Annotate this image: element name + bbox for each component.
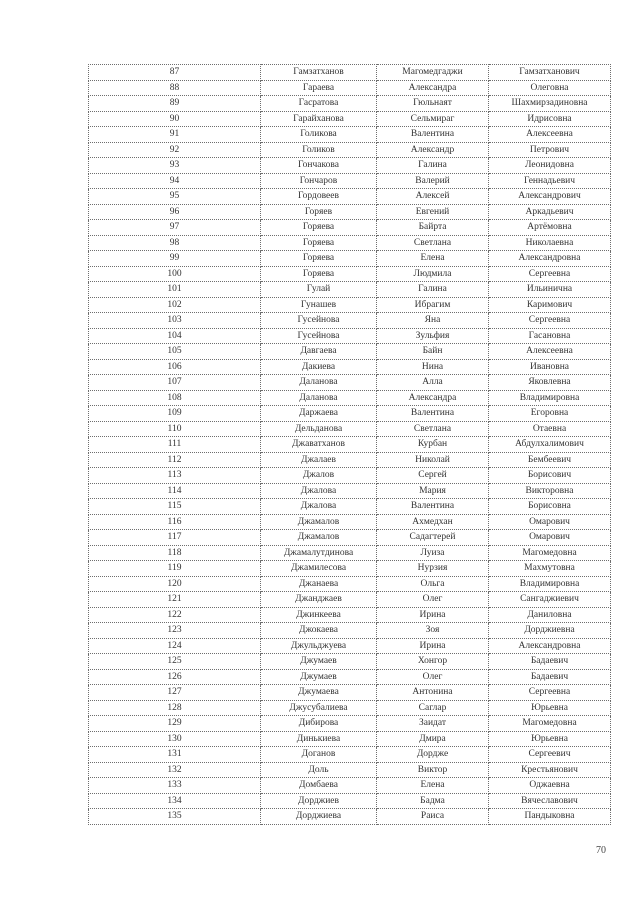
patronymic-cell: Николаевна [489,235,611,251]
table-row [89,793,611,809]
last-name-cell: Горяева [261,251,377,267]
last-name-cell: Динькиева [261,731,377,747]
table-row [89,375,611,391]
patronymic-cell: Каримович [489,297,611,313]
last-name-cell: Джанджаев [261,592,377,608]
row-number-cell: 133 [89,778,261,794]
last-name-cell: Гусейнова [261,328,377,344]
roster-table [88,64,611,825]
first-name-cell: Олег [377,669,489,685]
row-number-cell: 119 [89,561,261,577]
row-number-cell: 103 [89,313,261,329]
row-number-cell: 118 [89,545,261,561]
last-name-cell: Гунашев [261,297,377,313]
last-name-cell: Джумаев [261,669,377,685]
patronymic-cell: Егоровна [489,406,611,422]
table-row [89,545,611,561]
patronymic-cell: Сергеевна [489,266,611,282]
first-name-cell: Людмила [377,266,489,282]
last-name-cell: Гончакова [261,158,377,174]
row-number-cell: 99 [89,251,261,267]
table-row [89,344,611,360]
last-name-cell: Гончаров [261,173,377,189]
first-name-cell: Светлана [377,235,489,251]
row-number-cell: 96 [89,204,261,220]
patronymic-cell: Идрисовна [489,111,611,127]
last-name-cell: Джалова [261,499,377,515]
last-name-cell: Дакиева [261,359,377,375]
last-name-cell: Гордовеев [261,189,377,205]
row-number-cell: 123 [89,623,261,639]
patronymic-cell: Олеговна [489,80,611,96]
patronymic-cell: Гасановна [489,328,611,344]
first-name-cell: Зульфия [377,328,489,344]
patronymic-cell: Даниловна [489,607,611,623]
patronymic-cell: Алексеевна [489,127,611,143]
row-number-cell: 130 [89,731,261,747]
table-row [89,80,611,96]
first-name-cell: Олег [377,592,489,608]
first-name-cell: Байн [377,344,489,360]
first-name-cell: Светлана [377,421,489,437]
table-row [89,483,611,499]
first-name-cell: Евгений [377,204,489,220]
table-row [89,282,611,298]
last-name-cell: Джамалутдинова [261,545,377,561]
patronymic-cell: Отаевна [489,421,611,437]
last-name-cell: Джалов [261,468,377,484]
last-name-cell: Дельданова [261,421,377,437]
table-row [89,530,611,546]
roster-sheet [88,64,610,825]
first-name-cell: Гюльнаят [377,96,489,112]
row-number-cell: 111 [89,437,261,453]
first-name-cell: Сергей [377,468,489,484]
table-row [89,111,611,127]
patronymic-cell: Абдулхалимович [489,437,611,453]
patronymic-cell: Омарович [489,514,611,530]
patronymic-cell: Викторовна [489,483,611,499]
last-name-cell: Джусубалиева [261,700,377,716]
table-row [89,716,611,732]
last-name-cell: Джокаева [261,623,377,639]
last-name-cell: Джульджуева [261,638,377,654]
last-name-cell: Даржаева [261,406,377,422]
first-name-cell: Елена [377,251,489,267]
first-name-cell: Алла [377,375,489,391]
patronymic-cell: Артёмовна [489,220,611,236]
table-row [89,328,611,344]
last-name-cell: Гамзатханов [261,65,377,81]
page-number: 70 [596,845,606,856]
last-name-cell: Джалаев [261,452,377,468]
first-name-cell: Раиса [377,809,489,825]
last-name-cell: Даланова [261,390,377,406]
last-name-cell: Джумаева [261,685,377,701]
first-name-cell: Виктор [377,762,489,778]
last-name-cell: Домбаева [261,778,377,794]
first-name-cell: Антонина [377,685,489,701]
row-number-cell: 98 [89,235,261,251]
first-name-cell: Ирина [377,607,489,623]
patronymic-cell: Вячеславович [489,793,611,809]
first-name-cell: Бадма [377,793,489,809]
row-number-cell: 115 [89,499,261,515]
row-number-cell: 129 [89,716,261,732]
first-name-cell: Валентина [377,127,489,143]
first-name-cell: Хонгор [377,654,489,670]
last-name-cell: Горяев [261,204,377,220]
first-name-cell: Галина [377,282,489,298]
patronymic-cell: Ильинична [489,282,611,298]
last-name-cell: Джаватханов [261,437,377,453]
row-number-cell: 117 [89,530,261,546]
table-row [89,142,611,158]
first-name-cell: Зоя [377,623,489,639]
patronymic-cell: Яковлевна [489,375,611,391]
patronymic-cell: Сергеевна [489,685,611,701]
patronymic-cell: Бадаевич [489,654,611,670]
first-name-cell: Александра [377,80,489,96]
last-name-cell: Дибирова [261,716,377,732]
first-name-cell: Луиза [377,545,489,561]
patronymic-cell: Бембеевич [489,452,611,468]
patronymic-cell: Аркадьевич [489,204,611,220]
first-name-cell: Ахмедхан [377,514,489,530]
row-number-cell: 100 [89,266,261,282]
row-number-cell: 94 [89,173,261,189]
first-name-cell: Дмира [377,731,489,747]
table-row [89,173,611,189]
row-number-cell: 107 [89,375,261,391]
first-name-cell: Нурзия [377,561,489,577]
table-row [89,700,611,716]
table-row [89,158,611,174]
row-number-cell: 127 [89,685,261,701]
table-row [89,437,611,453]
first-name-cell: Байрта [377,220,489,236]
table-row [89,561,611,577]
last-name-cell: Горяева [261,235,377,251]
row-number-cell: 89 [89,96,261,112]
first-name-cell: Александр [377,142,489,158]
first-name-cell: Курбан [377,437,489,453]
row-number-cell: 88 [89,80,261,96]
row-number-cell: 114 [89,483,261,499]
last-name-cell: Давгаева [261,344,377,360]
table-row [89,189,611,205]
first-name-cell: Мария [377,483,489,499]
row-number-cell: 101 [89,282,261,298]
row-number-cell: 113 [89,468,261,484]
last-name-cell: Гасратова [261,96,377,112]
table-row [89,452,611,468]
patronymic-cell: Алексеевна [489,344,611,360]
first-name-cell: Сельмираг [377,111,489,127]
table-row [89,251,611,267]
table-row [89,654,611,670]
table-row [89,576,611,592]
row-number-cell: 125 [89,654,261,670]
first-name-cell: Заидат [377,716,489,732]
last-name-cell: Джумаев [261,654,377,670]
table-row [89,638,611,654]
row-number-cell: 105 [89,344,261,360]
row-number-cell: 87 [89,65,261,81]
last-name-cell: Гулай [261,282,377,298]
table-row [89,731,611,747]
table-row [89,747,611,763]
first-name-cell: Галина [377,158,489,174]
table-row [89,406,611,422]
table-row [89,669,611,685]
table-row [89,96,611,112]
patronymic-cell: Ивановна [489,359,611,375]
patronymic-cell: Борисович [489,468,611,484]
table-row [89,514,611,530]
last-name-cell: Дорджиев [261,793,377,809]
row-number-cell: 91 [89,127,261,143]
row-number-cell: 128 [89,700,261,716]
row-number-cell: 108 [89,390,261,406]
patronymic-cell: Крестьянович [489,762,611,778]
last-name-cell: Гусейнова [261,313,377,329]
last-name-cell: Доганов [261,747,377,763]
first-name-cell: Алексей [377,189,489,205]
row-number-cell: 97 [89,220,261,236]
patronymic-cell: Александровна [489,638,611,654]
patronymic-cell: Магомедовна [489,545,611,561]
table-row [89,623,611,639]
table-row [89,220,611,236]
first-name-cell: Валерий [377,173,489,189]
row-number-cell: 106 [89,359,261,375]
first-name-cell: Нина [377,359,489,375]
patronymic-cell: Юрьевна [489,700,611,716]
table-row [89,762,611,778]
table-row [89,607,611,623]
last-name-cell: Горяева [261,220,377,236]
table-row [89,204,611,220]
patronymic-cell: Сангаджиевич [489,592,611,608]
patronymic-cell: Александрович [489,189,611,205]
table-row [89,778,611,794]
patronymic-cell: Шахмирзадиновна [489,96,611,112]
first-name-cell: Александра [377,390,489,406]
table-row [89,313,611,329]
row-number-cell: 110 [89,421,261,437]
table-row [89,390,611,406]
row-number-cell: 95 [89,189,261,205]
table-row [89,809,611,825]
table-row [89,65,611,81]
last-name-cell: Джинкеева [261,607,377,623]
row-number-cell: 121 [89,592,261,608]
table-row [89,421,611,437]
row-number-cell: 116 [89,514,261,530]
row-number-cell: 126 [89,669,261,685]
first-name-cell: Саглар [377,700,489,716]
first-name-cell: Елена [377,778,489,794]
roster-body [89,65,611,825]
first-name-cell: Ирина [377,638,489,654]
patronymic-cell: Сергеевич [489,747,611,763]
patronymic-cell: Пандыковна [489,809,611,825]
row-number-cell: 132 [89,762,261,778]
row-number-cell: 135 [89,809,261,825]
patronymic-cell: Бадаевич [489,669,611,685]
patronymic-cell: Геннадьевич [489,173,611,189]
last-name-cell: Голиков [261,142,377,158]
last-name-cell: Гарайханова [261,111,377,127]
patronymic-cell: Леонидовна [489,158,611,174]
table-row [89,266,611,282]
row-number-cell: 90 [89,111,261,127]
patronymic-cell: Сергеевна [489,313,611,329]
last-name-cell: Голикова [261,127,377,143]
first-name-cell: Валентина [377,499,489,515]
table-row [89,592,611,608]
last-name-cell: Даланова [261,375,377,391]
table-row [89,127,611,143]
row-number-cell: 102 [89,297,261,313]
row-number-cell: 104 [89,328,261,344]
patronymic-cell: Оджаевна [489,778,611,794]
last-name-cell: Дорджиева [261,809,377,825]
patronymic-cell: Владимировна [489,390,611,406]
patronymic-cell: Дорджиевна [489,623,611,639]
first-name-cell: Ольга [377,576,489,592]
last-name-cell: Джамилесова [261,561,377,577]
first-name-cell: Дордже [377,747,489,763]
last-name-cell: Доль [261,762,377,778]
first-name-cell: Садагтерей [377,530,489,546]
row-number-cell: 134 [89,793,261,809]
patronymic-cell: Гамзатханович [489,65,611,81]
first-name-cell: Яна [377,313,489,329]
row-number-cell: 109 [89,406,261,422]
row-number-cell: 120 [89,576,261,592]
table-row [89,297,611,313]
table-row [89,235,611,251]
last-name-cell: Горяева [261,266,377,282]
first-name-cell: Ибрагим [377,297,489,313]
first-name-cell: Магомедгаджи [377,65,489,81]
table-row [89,359,611,375]
table-row [89,499,611,515]
patronymic-cell: Петрович [489,142,611,158]
patronymic-cell: Омарович [489,530,611,546]
table-row [89,468,611,484]
patronymic-cell: Борисовна [489,499,611,515]
row-number-cell: 131 [89,747,261,763]
last-name-cell: Гараева [261,80,377,96]
last-name-cell: Джанаева [261,576,377,592]
patronymic-cell: Александровна [489,251,611,267]
first-name-cell: Валентина [377,406,489,422]
row-number-cell: 124 [89,638,261,654]
last-name-cell: Джамалов [261,514,377,530]
patronymic-cell: Владимировна [489,576,611,592]
first-name-cell: Николай [377,452,489,468]
row-number-cell: 92 [89,142,261,158]
last-name-cell: Джамалов [261,530,377,546]
row-number-cell: 112 [89,452,261,468]
patronymic-cell: Юрьевна [489,731,611,747]
last-name-cell: Джалова [261,483,377,499]
row-number-cell: 93 [89,158,261,174]
patronymic-cell: Махмутовна [489,561,611,577]
patronymic-cell: Магомедовна [489,716,611,732]
table-row [89,685,611,701]
row-number-cell: 122 [89,607,261,623]
